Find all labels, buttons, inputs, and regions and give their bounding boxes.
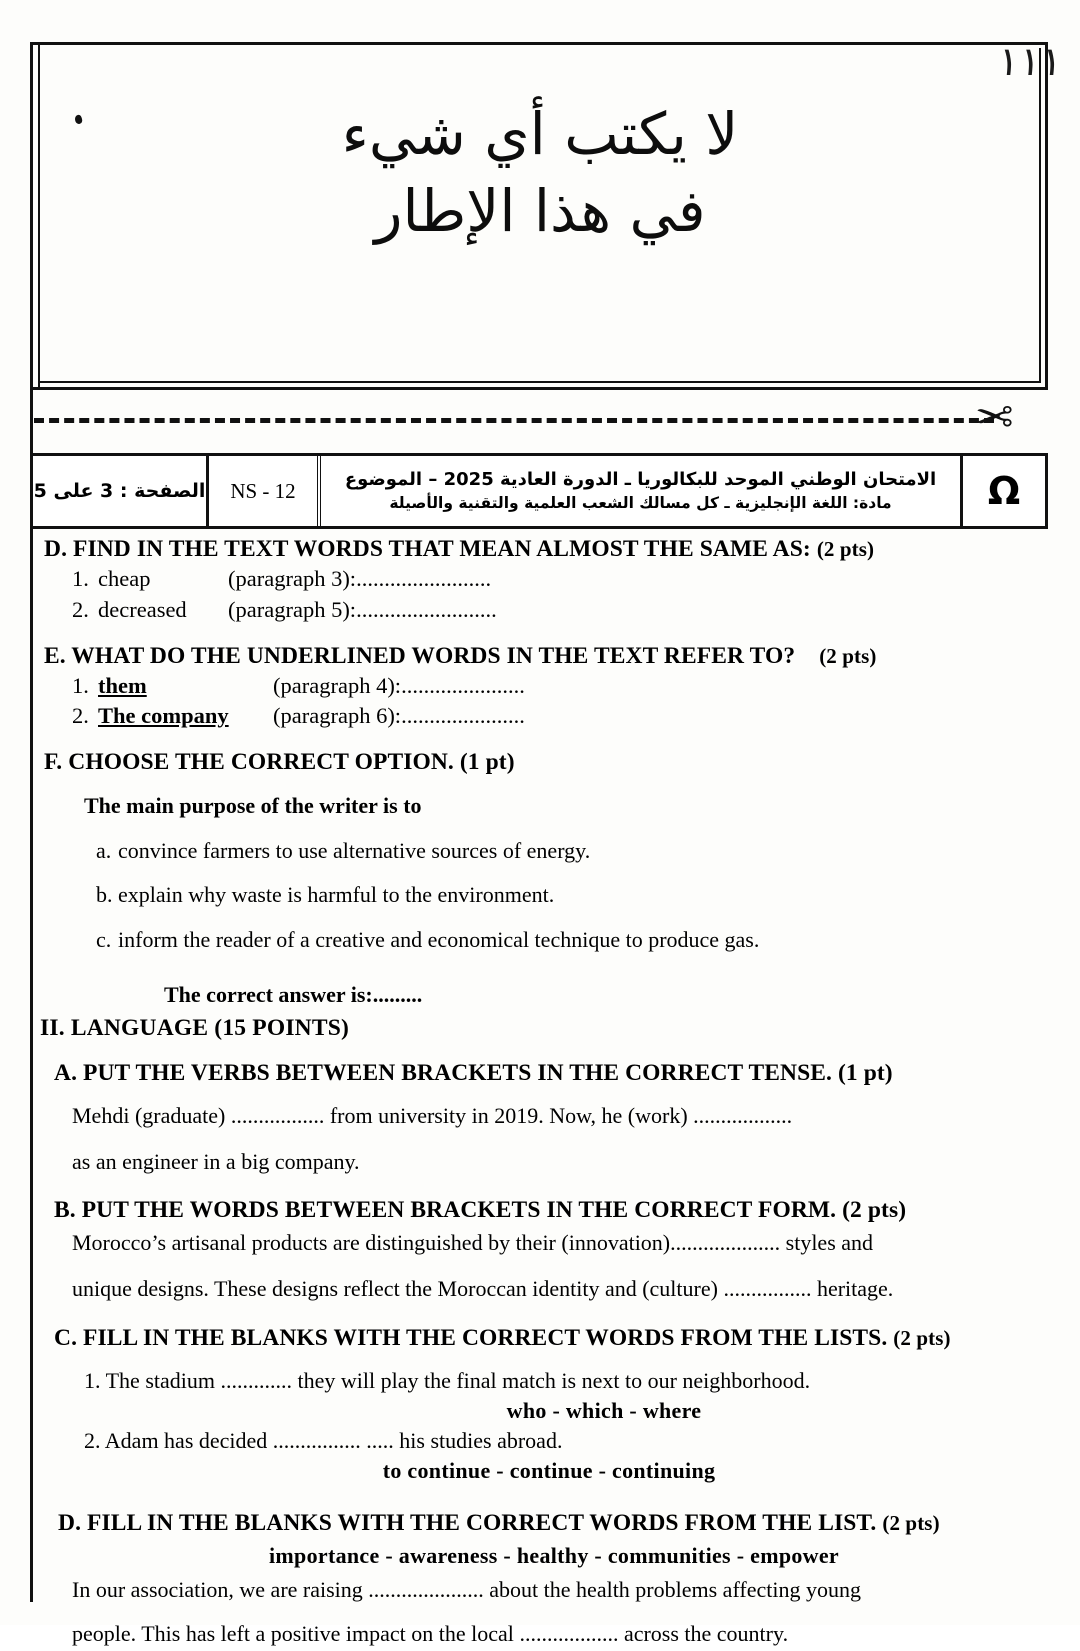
text-before: Morocco’s artisanal products are distinguished by their (innovation) [72, 1230, 671, 1256]
text-before: In our association, we are raising [72, 1576, 363, 1602]
section-d-item-1 [44, 565, 1044, 594]
language-d-word-bank: importance - awareness - healthy - communities - empower [269, 1542, 839, 1568]
text-before: people. This has left a positive impact on the local [72, 1620, 514, 1646]
language-c-heading [44, 1325, 1044, 1352]
language-a-line-2: as an engineer in a big company. [72, 1149, 360, 1175]
text-after: about the health problems affecting young [489, 1576, 861, 1602]
answer-blank[interactable]: ............. [220, 1367, 292, 1393]
section-f-option-c[interactable] [44, 926, 1044, 955]
exam-code-cell: NS - 12 [209, 456, 321, 526]
section-e-item-1 [44, 672, 1044, 701]
item-word: decreased [98, 596, 187, 622]
language-c-title: C. FILL IN THE BLANKS WITH THE CORRECT WORDS FROM THE LISTS. [54, 1324, 888, 1351]
item-underlined-word: The company [98, 703, 229, 729]
exam-title-cell [321, 456, 963, 526]
language-a-heading: A. PUT THE VERBS BETWEEN BRACKETS IN THE CORRECT TENSE. (1 pt) [54, 1060, 893, 1087]
option-text: explain why waste is harmful to the environment. [118, 882, 555, 908]
item-underlined-word: them [98, 672, 147, 698]
do-not-write-warning [0, 96, 1080, 249]
text-after: across the country. [623, 1620, 789, 1646]
item-number: 2. [84, 1427, 101, 1453]
warning-line-1: لا يكتب أي شيء [341, 100, 739, 168]
section-e-title: E. WHAT DO THE UNDERLINED WORDS IN THE TEXT REFER TO? [44, 642, 796, 669]
language-a-line-1 [44, 1099, 1044, 1133]
section-e-points: (2 pts) [819, 643, 877, 668]
answer-blank[interactable]: ........................ [356, 566, 492, 591]
section-f-heading: F. CHOOSE THE CORRECT OPTION. (1 pt) [44, 749, 515, 776]
item-ref: (paragraph 5): [228, 596, 357, 622]
text-before: unique designs. These designs reflect the Moroccan identity and (culture) [72, 1276, 718, 1302]
dashed-cut-line [34, 418, 994, 423]
answer-blank[interactable]: ................ [723, 1276, 812, 1302]
item-number: 2. [72, 703, 89, 729]
warning-line-2: في هذا الإطار [374, 176, 706, 245]
answer-blank[interactable]: .................. [693, 1103, 793, 1129]
answer-blank[interactable]: ......... [372, 981, 423, 1007]
section-f-option-b[interactable] [44, 881, 1044, 910]
item-word: cheap [98, 566, 151, 591]
text-after: heritage. [816, 1276, 894, 1302]
language-b-heading: B. PUT THE WORDS BETWEEN BRACKETS IN THE CORRECT FORM. (2 pts) [54, 1197, 907, 1224]
answer-blank[interactable]: ................. [230, 1103, 325, 1129]
corner-handwritten-mark: ١١١ [995, 39, 1065, 85]
omega-symbol: Ω [987, 469, 1021, 513]
exam-title-line-1: الامتحان الوطني الموحد للبكالوريا ـ الدورة العادية 2025 – الموضوع [344, 469, 937, 491]
text-before: Adam has decided [104, 1427, 268, 1453]
option-label: b. [96, 882, 113, 908]
option-text: convince farmers to use alternative sources of energy. [118, 837, 591, 863]
section-d-item-2 [44, 596, 1044, 625]
section-f-answer-row [44, 981, 1044, 1010]
section-d-heading [44, 536, 1044, 563]
answer-prompt: The correct answer is: [164, 981, 373, 1007]
section-d-title: D. FIND IN THE TEXT WORDS THAT MEAN ALMOST THE SAME AS: [44, 536, 811, 562]
answer-blank[interactable]: ......................... [356, 596, 497, 622]
item-number: 2. [72, 596, 89, 622]
text-before: The stadium [105, 1367, 215, 1393]
answer-blank[interactable]: ...................... [401, 672, 525, 698]
item-number: 1. [72, 672, 89, 698]
language-d-line-2 [44, 1617, 1044, 1651]
answer-blank[interactable]: ..................... [368, 1576, 484, 1602]
scissors-icon: ✂ [975, 390, 1014, 444]
language-b-line-2 [44, 1272, 1044, 1306]
option-label: a. [96, 837, 112, 863]
language-c-points: (2 pts) [893, 1325, 951, 1350]
item-number: 1. [72, 566, 89, 591]
item-ref: (paragraph 4): [273, 672, 402, 698]
text-after: styles and [785, 1230, 874, 1256]
answer-blank[interactable]: .................. [519, 1620, 619, 1646]
item-number: 1. [84, 1367, 101, 1393]
page-number-cell: الصفحة : 3 على 5 [33, 456, 209, 526]
answer-blank[interactable]: ...................... [401, 703, 525, 729]
item-ref: (paragraph 6): [273, 703, 402, 729]
option-text: inform the reader of a creative and economical technique to produce gas. [118, 926, 760, 952]
text-after: his studies abroad. [399, 1427, 563, 1453]
language-c-choices-2: to continue - continue - continuing [382, 1457, 716, 1483]
section-f-stem: The main purpose of the writer is to [84, 793, 422, 819]
item-ref: (paragraph 3): [228, 566, 357, 591]
language-d-title: D. FILL IN THE BLANKS WITH THE CORRECT WORDS FROM THE LIST. [58, 1509, 877, 1536]
language-d-points: (2 pts) [882, 1510, 940, 1535]
exam-body [40, 536, 1044, 1651]
text-after: they will play the final match is next to our neighborhood. [297, 1367, 811, 1393]
language-b-line-1 [44, 1226, 1044, 1260]
option-label: c. [96, 926, 112, 952]
exam-title-line-2: مادة: اللغة الإنجليزية ـ كل مسالك الشعب العلمية والتقنية والأصيلة [389, 493, 892, 512]
section-f-option-a[interactable] [44, 837, 1044, 866]
answer-blank[interactable]: ................ ..... [272, 1427, 394, 1453]
language-c-item-1 [44, 1364, 1044, 1398]
answer-blank[interactable]: .................... [670, 1230, 781, 1256]
section-e-item-2 [44, 702, 1044, 731]
section-e-heading [44, 643, 1044, 670]
language-d-line-1 [44, 1573, 1044, 1607]
language-c-choices-1: who - which - where [506, 1397, 702, 1423]
part-two-heading: II. LANGUAGE (15 POINTS) [40, 1015, 350, 1042]
language-d-heading [44, 1510, 1044, 1537]
text-before: Mehdi (graduate) [72, 1103, 226, 1129]
language-c-item-2 [44, 1424, 1044, 1458]
text-middle: from university in 2019. Now, he (work) [329, 1103, 688, 1129]
section-d-points: (2 pts) [816, 537, 875, 561]
exam-header-band [33, 453, 1048, 529]
